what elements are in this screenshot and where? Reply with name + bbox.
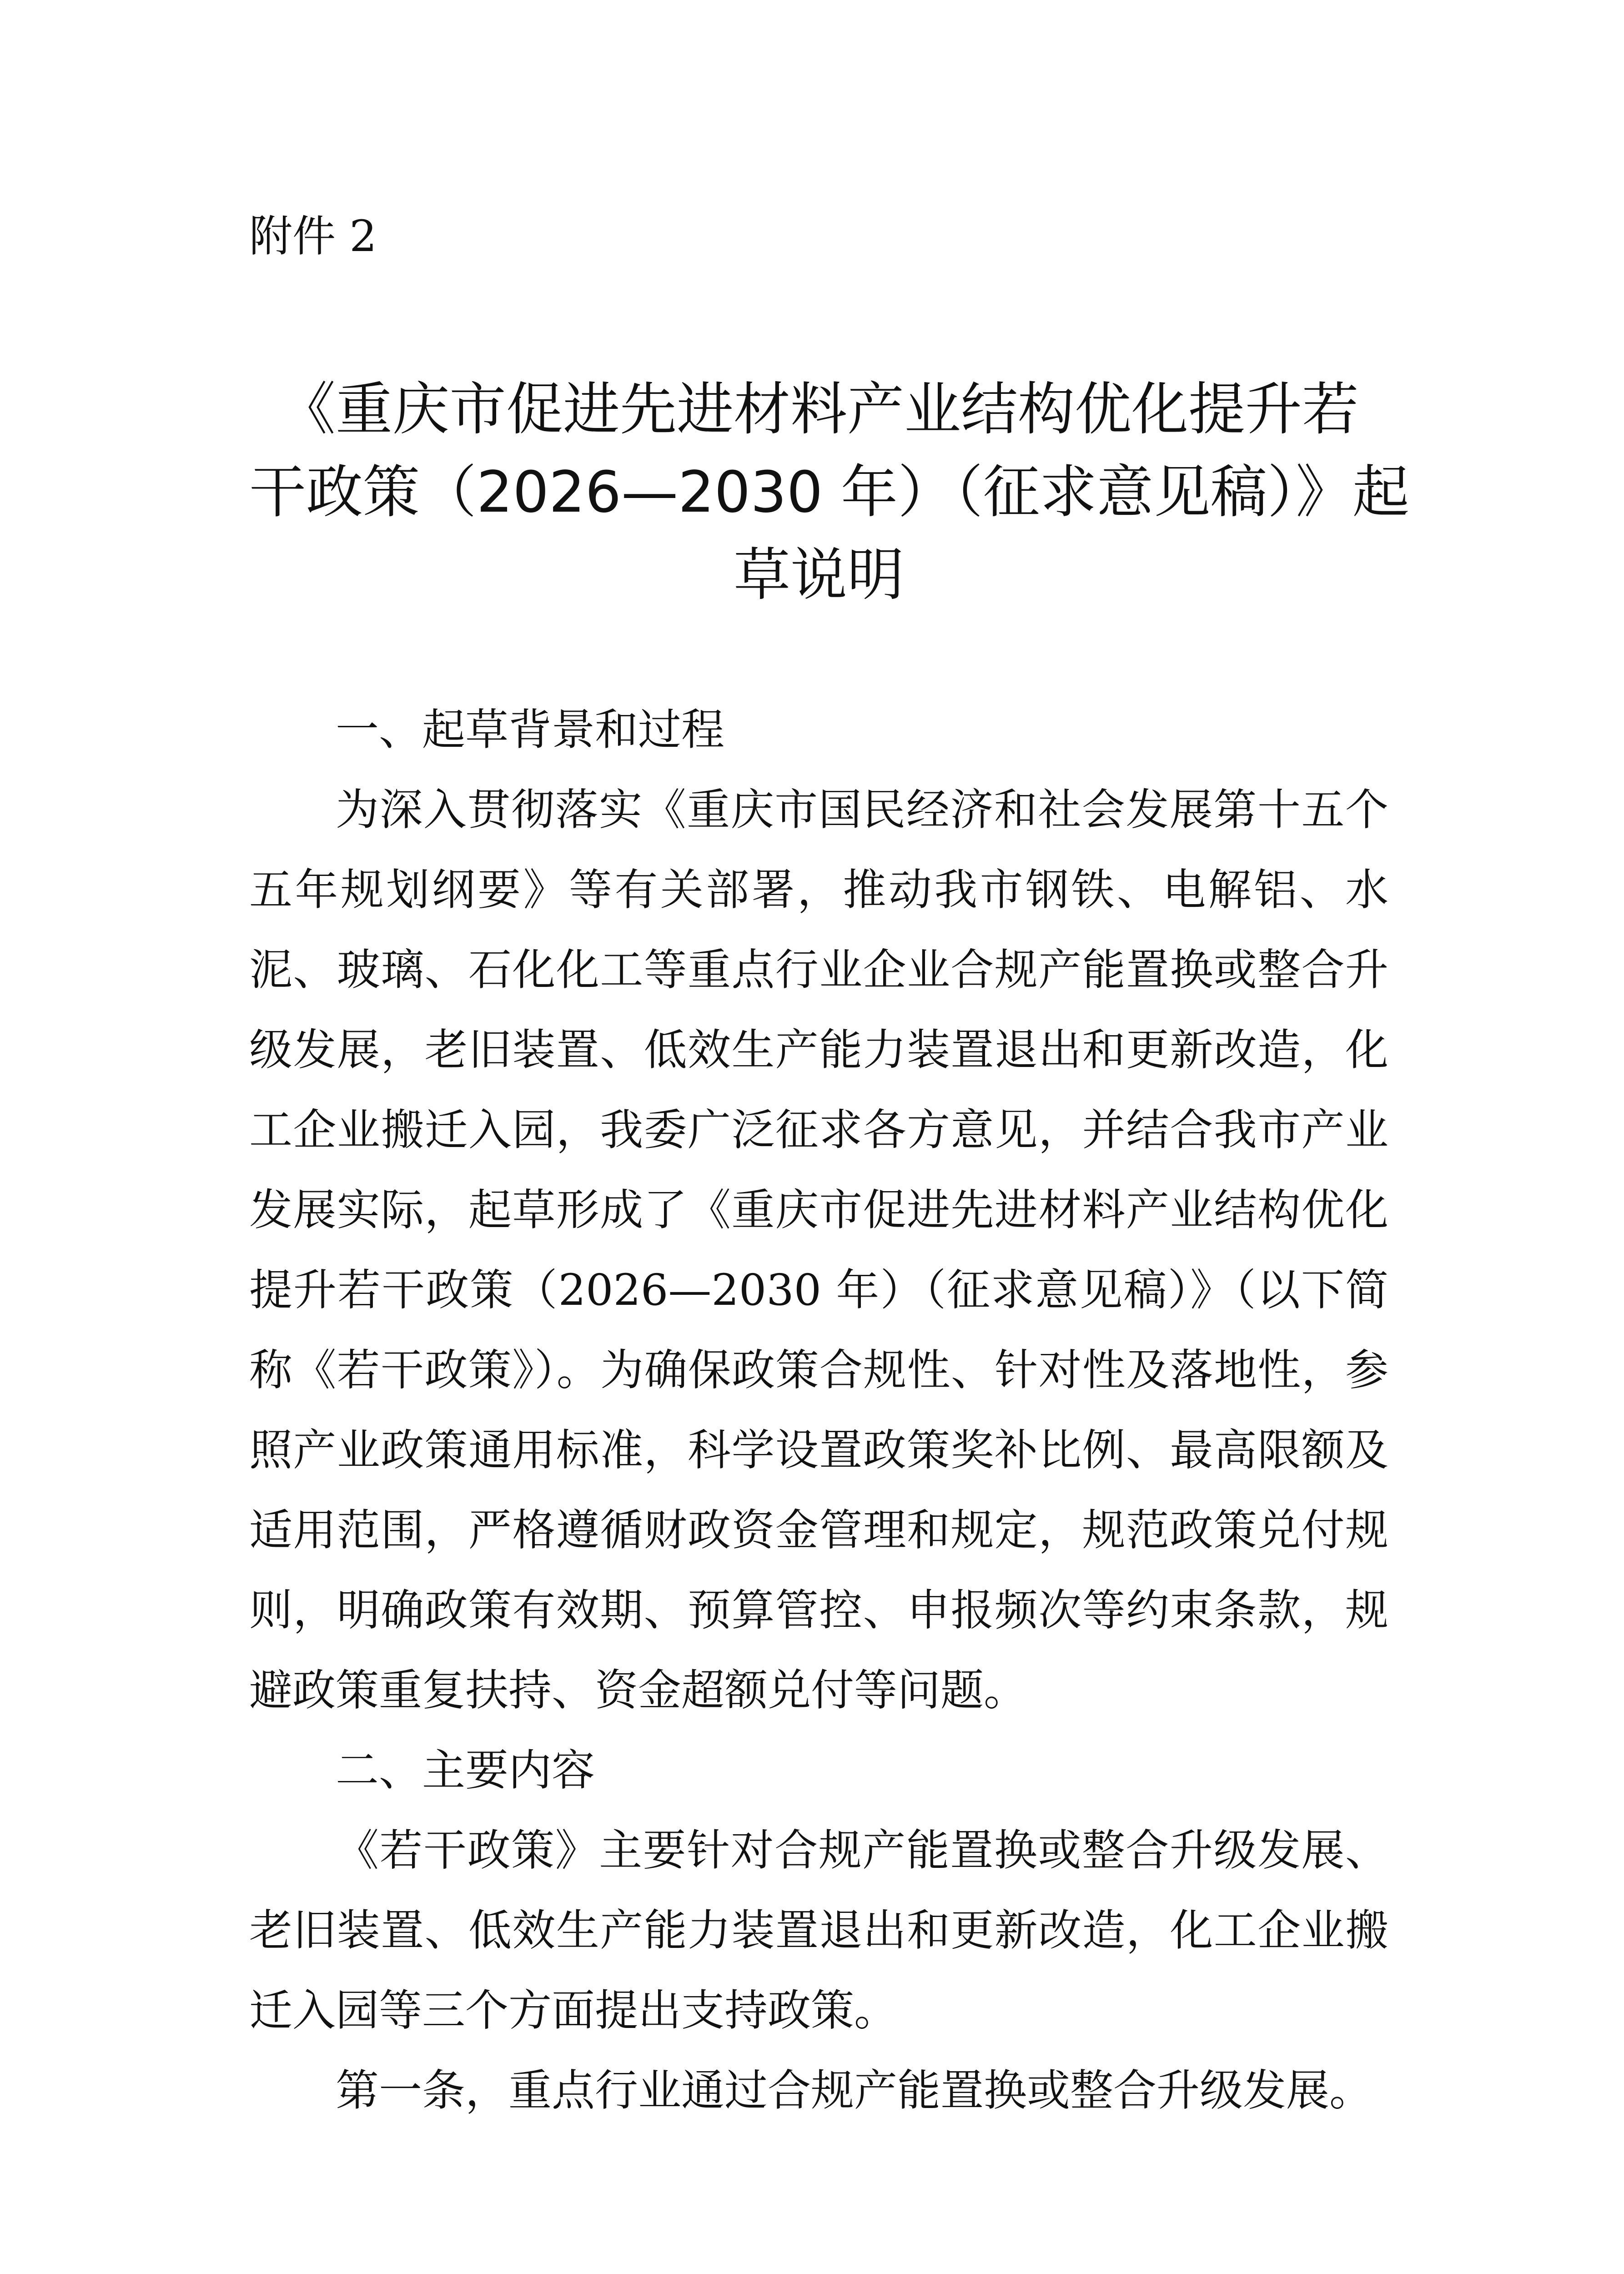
section-heading: 二、主要内容: [336, 1746, 595, 1796]
title-line: 《重庆市促进先进材料产业结构优化提升若: [279, 377, 1359, 443]
section-heading: 一、起草背景和过程: [336, 705, 725, 755]
body-paragraph: 《若干政策》主要针对合规产能置换或整合升级发展、老旧装置、低效生产能力装置退出和更新改造，化工企业搬迁入园等三个方面提出支持政策。: [249, 1826, 1388, 2036]
document-title: [249, 368, 1409, 617]
annex-label: 附件 2: [249, 211, 377, 262]
document-body: [249, 690, 1388, 2131]
title-line: 干政策（2026—2030 年）（征求意见稿）》起: [249, 459, 1409, 525]
body-paragraph: 为深入贯彻落实《重庆市国民经济和社会发展第十五个五年规划纲要》等有关部署，推动我市钢铁、电解铝、水泥、玻璃、石化化工等重点行业企业合规产能置换或整合升级发展，老旧装置、低效生产能力装置退出和更新改造，化工企业搬迁入园，我委广泛征求各方意见，并结合我市产业发展实际，起草形成了《重庆市促进先进材料产业结构优化提升若干政策（2026—2030 年）（征求意见稿）》（以下简称《若干政策》）。为确保政策合规性、针对性及落地性，参照产业政策通用标准，科学设置政策奖补比例、最高限额及适用范围，严格遵循财政资金管理和规定，规范政策兑付规则，明确政策有效期、预算管控、申报频次等约束条款，规避政策重复扶持、资金超额兑付等问题。: [249, 785, 1388, 1716]
body-paragraph: 第一条，重点行业通过合规产能置换或整合升级发展。: [336, 2066, 1373, 2116]
title-line: 草说明: [734, 542, 904, 608]
